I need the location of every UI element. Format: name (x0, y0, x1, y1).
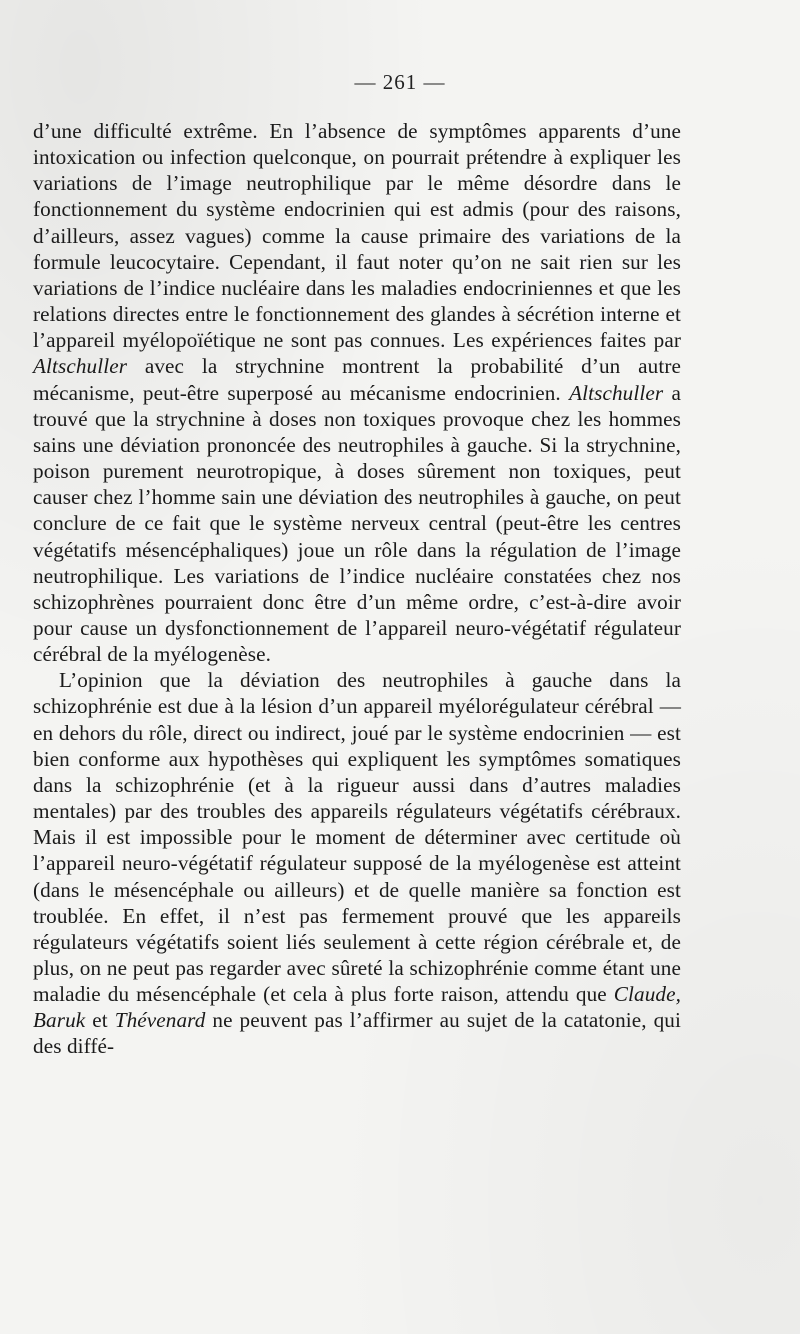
paragraph-2-text: et (85, 1008, 115, 1033)
page-number: — 261 — (354, 70, 446, 94)
paragraph-1 (33, 118, 681, 667)
author-name-thevenard: Thévenard (114, 1008, 206, 1033)
author-names-claude-baruk: Claude, Baruk (33, 982, 681, 1033)
paragraph-1-text: a trouvé que la strychnine à doses non toxiques provoque chez les hommes sains une déviation prononcée des neutrophiles à gauche. Si la strychnine, poison purement neurotropique, à doses sûrement non toxiques, peut causer chez l’homme sain une déviation des neutrophiles à gauche, on peut conclure de ce fait que le système nerveux central (peut-être les centres végétatifs mésencéphaliques) joue un rôle dans la régulation de l’image neutrophilique. Les variations de l’indice nucléaire constatées chez nos schizophrènes pourraient donc être d’un même ordre, c’est-à-dire avoir pour cause un dysfonctionnement de l’appareil neuro-végétatif régulateur cérébral de la myélogenèse. (33, 380, 682, 667)
paragraph-1-text: d’une difficulté extrême. En l’absence de symptômes apparents d’une intoxication ou infection quelconque, on pourrait prétendre à expliquer les variations de l’image neutrophilique par le même désordre dans le fonctionnement du système endocrinien qui est admis (pour des raisons, d’ailleurs, assez vagues) comme la cause primaire des variations de la formule leucocytaire. Cependant, il faut noter qu’on ne sait rien sur les variations de l’indice nucléaire dans les maladies endocriniennes et que les relations directes entre le fonctionnement des glandes à sécrétion interne et l’appareil myélopoïétique ne sont pas connues. Les expériences faites par (33, 119, 681, 353)
author-name-altschuller: Altschuller (569, 380, 664, 405)
author-name-altschuller: Altschuller (33, 354, 128, 379)
paragraph-1-text: avec la strychnine montrent la probabilité d’un autre mécanisme, peut-être superposé au mécanisme endocrinien. (33, 354, 681, 405)
paragraph-2-text: L’opinion que la déviation des neutrophiles à gauche dans la schizophrénie est due à la lésion d’un appareil myélorégulateur cérébral — en dehors du rôle, direct ou indirect, joué par le système endocrinien — est bien conforme aux hypothèses qui expliquent les symptômes somatiques dans la schizophrénie (et à la rigueur aussi dans d’autres maladies mentales) par des troubles des appareils régulateurs végétatifs cérébraux. Mais il est impossible pour le moment de déterminer avec certitude où l’appareil neuro-végétatif régulateur supposé de la myélogenèse est atteint (dans le mésencéphale ou ailleurs) et de quelle manière sa fonction est troublée. En effet, il n’est pas fermement prouvé que les appareils régulateurs végétatifs soient liés seulement à cette région cérébrale et, de plus, on ne peut pas regarder avec sûreté la schizophrénie comme étant une maladie du mésencéphale (et cela à plus forte raison, attendu que (33, 668, 681, 1007)
body-text (33, 118, 681, 1060)
paragraph-2 (33, 667, 681, 1059)
paragraph-2-text: ne peuvent pas l’affirmer au sujet de la catatonie, qui des diffé- (33, 1008, 681, 1059)
